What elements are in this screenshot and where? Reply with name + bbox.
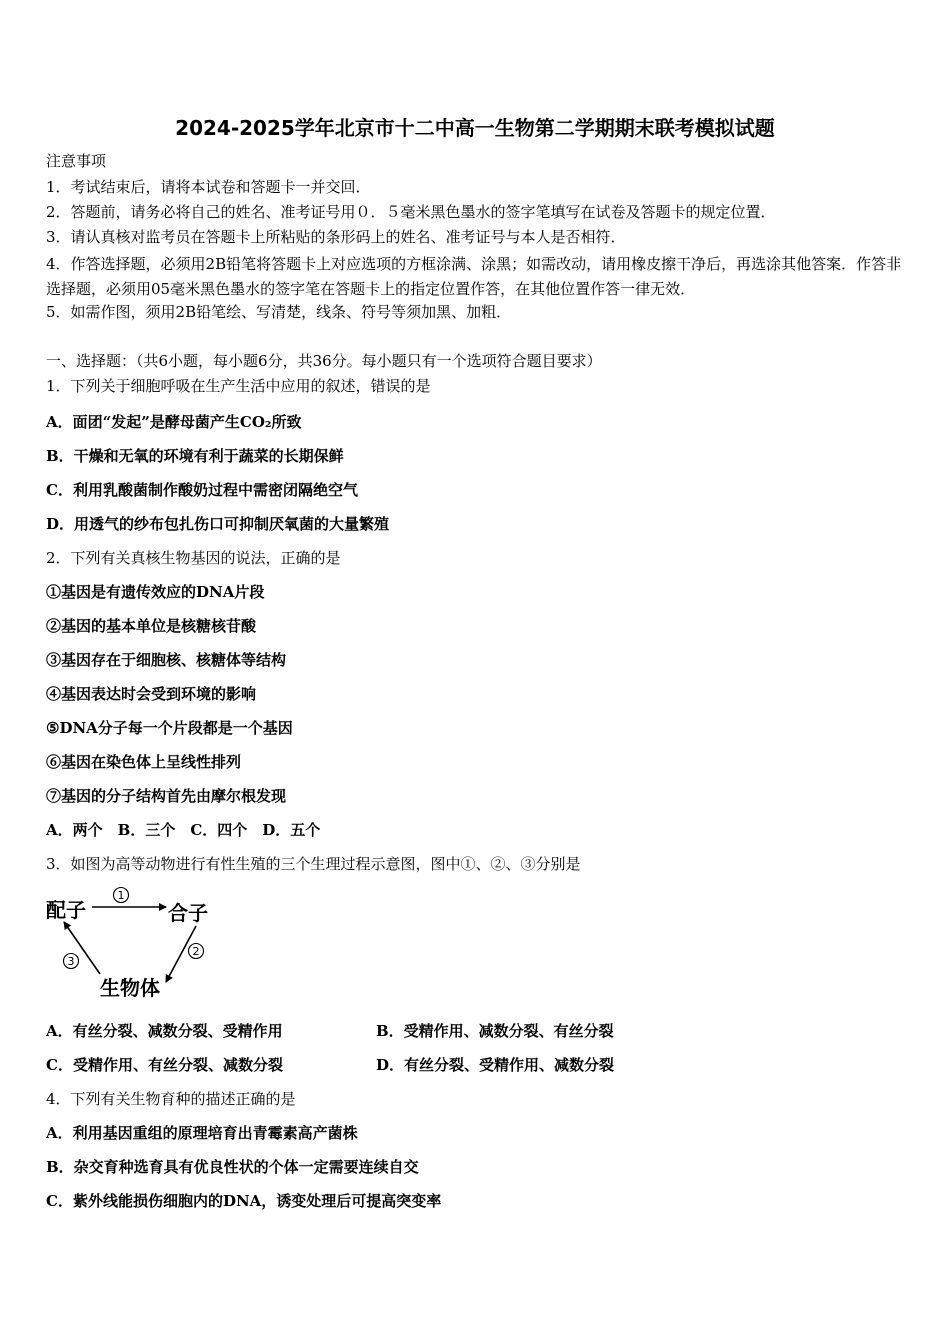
q1-option-a: A．面团“发起”是酵母菌产生CO₂所致 [46, 413, 302, 431]
notice-item-2: 2．答题前，请务必将自己的姓名、准考证号用０．５毫米黑色墨水的签字笔填写在试卷及答题卡的规定位置． [46, 203, 776, 221]
notice-heading: 注意事项 [46, 152, 107, 170]
q4-option-a: A．利用基因重组的原理培育出青霉素高产菌株 [46, 1124, 358, 1142]
reproduction-cycle-diagram [44, 884, 224, 1002]
q4-option-c: C．紫外线能损伤细胞内的DNA，诱变处理后可提高突变率 [46, 1192, 442, 1210]
q3-option-b: B．受精作用、减数分裂、有丝分裂 [376, 1022, 614, 1040]
label-gamete: 配子 [46, 898, 86, 922]
q1-option-b: B．干燥和无氧的环境有利于蔬菜的长期保鲜 [46, 447, 344, 465]
section-heading: 一、选择题：（共6小题，每小题6分，共36分。每小题只有一个选项符合题目要求） [46, 352, 602, 370]
notice-item-4: 4．作答选择题，必须用2B铅笔将答题卡上对应选项的方框涂满、涂黑；如需改动，请用橡皮擦干净后，再选涂其他答案．作答非选择题，必须用05毫米黑色墨水的签字笔在答题卡上的指定位置作答，在其他位置作答一律无效． [46, 255, 902, 298]
q4-stem: 4．下列有关生物育种的描述正确的是 [46, 1090, 296, 1108]
number-1: 1 [117, 889, 125, 902]
q3-option-d: D．有丝分裂、受精作用、减数分裂 [376, 1056, 615, 1074]
q4-option-b: B．杂交育种选育具有优良性状的个体一定需要连续自交 [46, 1158, 419, 1176]
q2-statement-5: ⑤DNA分子每一个片段都是一个基因 [46, 719, 293, 737]
q2-statement-2: ②基因的基本单位是核糖核苷酸 [46, 617, 257, 635]
notice-item-1: 1．考试结束后，请将本试卷和答题卡一并交回． [46, 178, 371, 196]
q1-option-c: C．利用乳酸菌制作酸奶过程中需密闭隔绝空气 [46, 481, 358, 499]
q2-statement-6: ⑥基因在染色体上呈线性排列 [46, 753, 242, 771]
number-3: 3 [67, 955, 75, 968]
q2-stem: 2．下列有关真核生物基因的说法，正确的是 [46, 549, 341, 567]
label-zygote: 合子 [168, 901, 208, 925]
q3-stem: 3．如图为高等动物进行有性生殖的三个生理过程示意图，图中①、②、③分别是 [46, 855, 581, 873]
q1-option-d: D．用透气的纱布包扎伤口可抑制厌氧菌的大量繁殖 [46, 515, 390, 533]
q2-statement-3: ③基因存在于细胞核、核糖体等结构 [46, 651, 287, 669]
notice-item-3: 3．请认真核对监考员在答题卡上所粘贴的条形码上的姓名、准考证号与本人是否相符． [46, 228, 626, 246]
q2-statement-1: ①基因是有遗传效应的DNA片段 [46, 583, 265, 601]
q2-statement-4: ④基因表达时会受到环境的影响 [46, 685, 257, 703]
q2-options: A．两个 B．三个 C．四个 D．五个 [46, 821, 321, 839]
number-2: 2 [192, 945, 200, 958]
q1-stem: 1．下列关于细胞呼吸在生产生活中应用的叙述，错误的是 [46, 377, 431, 395]
page-title: 2024-2025学年北京市十二中高一生物第二学期期末联考模拟试题 [175, 116, 775, 140]
q3-option-c: C．受精作用、有丝分裂、减数分裂 [46, 1056, 283, 1074]
arrow-2 [166, 926, 196, 982]
q2-statement-7: ⑦基因的分子结构首先由摩尔根发现 [46, 787, 287, 805]
label-organism: 生物体 [100, 976, 160, 1000]
notice-item-5: 5．如需作图，须用2B铅笔绘、写清楚，线条、符号等须加黑、加粗． [46, 303, 512, 321]
q3-option-a: A．有丝分裂、减数分裂、受精作用 [46, 1022, 283, 1040]
